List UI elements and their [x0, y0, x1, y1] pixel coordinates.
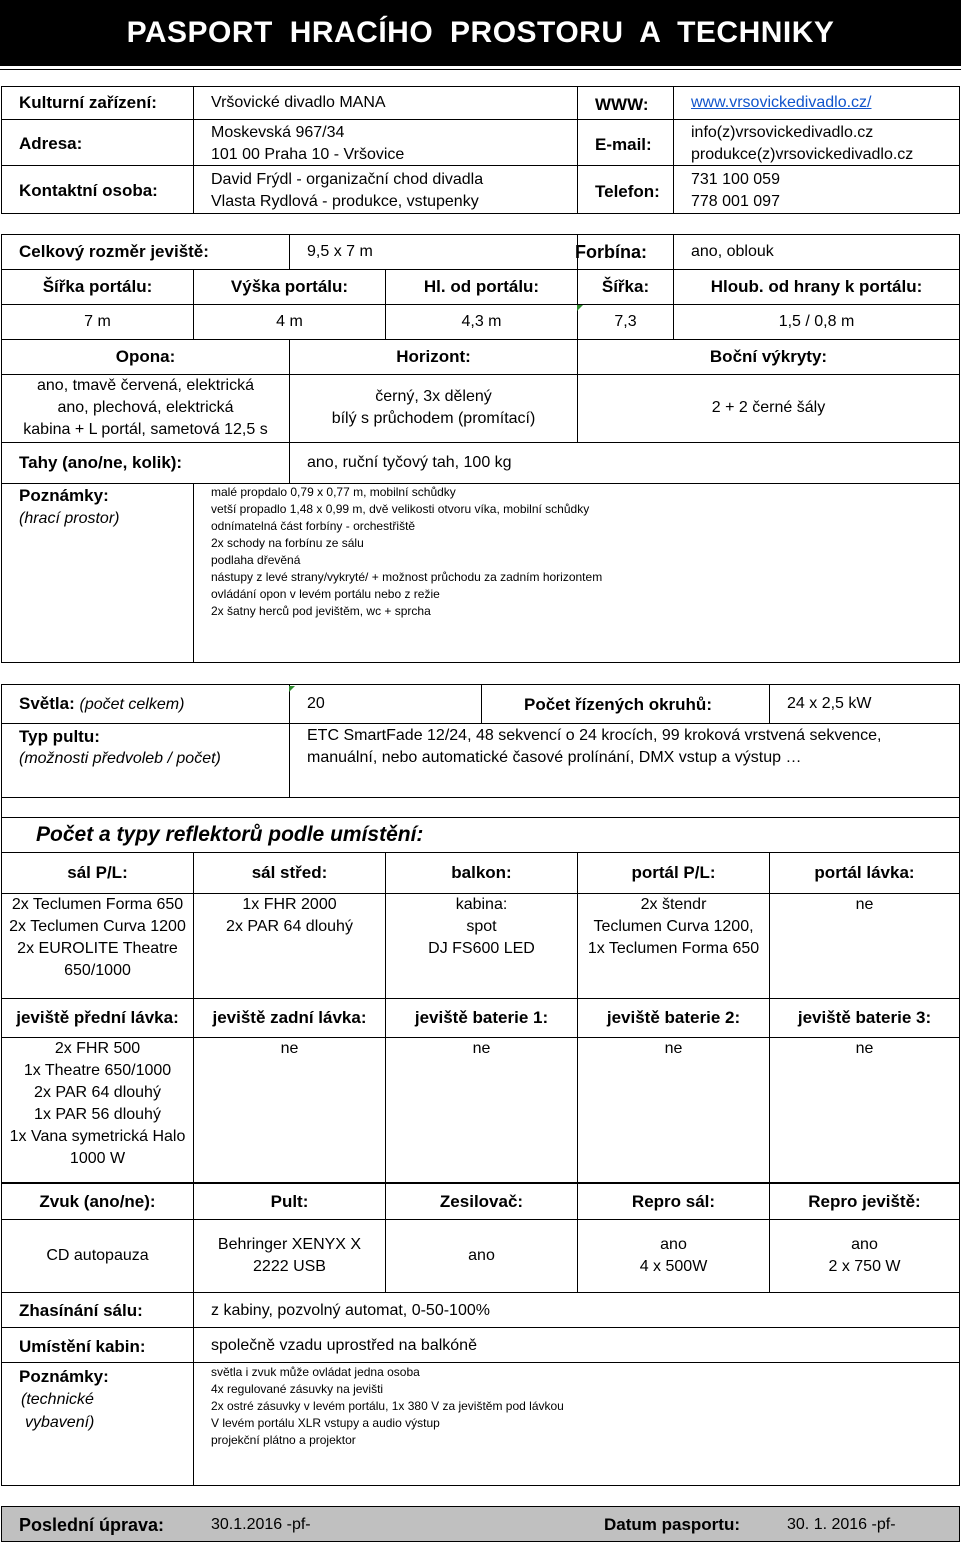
note-line: vetší propadlo 1,48 x 0,99 m, dvě velikosti otvoru víka, mobilní schůdky — [211, 502, 590, 516]
sound-line: Behringer XENYX X — [217, 1236, 362, 1253]
phone-label: Telefon: — [595, 182, 660, 201]
divider — [673, 87, 674, 213]
sound-line: CD autopauza — [46, 1247, 149, 1264]
stage-notes-label: Poznámky: — [19, 486, 109, 505]
address-label: Adresa: — [19, 134, 83, 153]
stage-battery-2-value — [578, 1038, 769, 1060]
fixture-line: spot — [466, 918, 497, 935]
portal-depth-header: Hl. od portálu: — [423, 276, 540, 296]
lights-count-label-text: Světla: — [19, 694, 75, 713]
divider — [193, 1292, 194, 1485]
stage-speakers-header: Repro jeviště: — [808, 1191, 921, 1211]
fixture-line: 2x Teclumen Forma 650 — [11, 896, 184, 913]
lights-count-sub: (počet celkem) — [79, 696, 185, 713]
note-line: 2x ostré zásuvky v levém portálu, 1x 380 V za jevištěm pod lávkou — [211, 1399, 564, 1413]
stage-battery-3-value — [770, 1038, 959, 1060]
width-header: Šířka: — [601, 276, 650, 296]
fixture-line: ne — [472, 1040, 491, 1057]
portal-lr-header: portál P/L: — [631, 863, 716, 882]
note-line: 4x regulované zásuvky na jevišti — [211, 1382, 384, 1396]
curtain-value — [2, 374, 289, 442]
fixture-line: 2x štendr — [640, 896, 707, 913]
dimming-value: z kabiny, pozvolný automat, 0-50-100% — [211, 1302, 490, 1319]
address-line-1: Moskevská 967/34 — [211, 124, 345, 141]
lights-count-label — [19, 693, 184, 716]
amplifier-value — [386, 1220, 577, 1292]
date-value: 30. 1. 2016 -pf- — [787, 1516, 896, 1533]
curtain-header: Opona: — [115, 346, 176, 366]
hall-speakers-value — [578, 1220, 769, 1292]
lights-sound-section — [1, 684, 960, 1486]
stage-back-bridge-header: jeviště zadní lávka: — [212, 1008, 367, 1027]
sound-line: 2222 USB — [253, 1258, 326, 1275]
horizon-value — [290, 374, 577, 442]
divider — [2, 797, 959, 798]
side-masking-header: Boční výkryty: — [709, 346, 828, 366]
stage-back-bridge-value — [194, 1038, 385, 1060]
www-label: WWW: — [595, 95, 649, 114]
tech-notes-label: Poznámky: — [19, 1367, 109, 1386]
fixture-line: 2x Teclumen Curva 1200 — [9, 918, 186, 935]
balcony-value — [386, 894, 577, 960]
portal-lr-value — [578, 894, 769, 960]
sound-value — [2, 1220, 193, 1292]
hall-lr-header: sál P/L: — [67, 863, 128, 882]
stage-battery-3-header: jeviště baterie 3: — [797, 1008, 932, 1027]
portal-bridge-header: portál lávka: — [814, 863, 915, 882]
stage-battery-1-value — [386, 1038, 577, 1060]
note-line: nástupy z levé strany/vykryté/ + možnost průchodu za zadním horizontem — [211, 570, 603, 584]
email-label: E-mail: — [595, 135, 652, 154]
stage-size-value: 9,5 x 7 m — [307, 243, 373, 260]
note-line: světla i zvuk může ovládat jedna osoba — [211, 1365, 420, 1379]
stage-section — [1, 234, 960, 663]
circuits-label: Počet řízených okruhů: — [524, 695, 712, 714]
divider — [289, 235, 290, 269]
balcony-header: balkon: — [451, 863, 512, 882]
portal-bridge-value — [770, 894, 959, 916]
fixture-line: 1x FHR 2000 — [242, 896, 337, 913]
curtain-line: ano, tmavě červená, elektrická — [37, 377, 254, 394]
stage-notes-sub: (hrací prostor) — [19, 510, 120, 527]
note-line: odnímatelná část forbíny - orchestřiště — [211, 519, 416, 533]
edge-depth-value: 1,5 / 0,8 m — [778, 312, 855, 330]
fixture-line: DJ FS600 LED — [428, 940, 535, 957]
portal-width-value: 7 m — [84, 312, 111, 330]
horizon-line: černý, 3x dělený — [375, 388, 492, 405]
note-line: 2x šatny herců pod jevištěm, wc + sprcha — [211, 604, 431, 618]
portal-depth-value: 4,3 m — [461, 312, 502, 330]
footer-bar — [1, 1506, 960, 1542]
sound-line: ano — [851, 1236, 878, 1253]
fixture-line: 2x EUROLITE Theatre — [17, 940, 178, 957]
divider — [577, 87, 578, 213]
contact-person-1: David Frýdl - organizační chod divadla — [211, 171, 484, 188]
desk-value-2: manuální, nebo automatické časové prolínání, DMX vstup a výstup … — [307, 749, 802, 766]
sound-line: ano — [468, 1247, 495, 1264]
hall-center-value — [194, 894, 385, 938]
fixture-line: 2x PAR 64 dlouhý — [226, 918, 353, 935]
desk-value-1: ETC SmartFade 12/24, 48 sekvencí o 24 krocích, 99 kroková vrstvená sekvence, — [307, 727, 882, 744]
contact-person-2: Vlasta Rydlová - produkce, vstupenky — [211, 193, 479, 210]
hall-lr-value — [2, 894, 193, 982]
divider — [2, 119, 959, 120]
desk-label: Typ pultu: — [19, 727, 100, 746]
phone-2: 778 001 097 — [691, 193, 780, 210]
portal-height-value: 4 m — [276, 312, 303, 330]
date-label: Datum pasportu: — [604, 1515, 740, 1534]
sound-line: 2 x 750 W — [828, 1258, 901, 1275]
circuits-value: 24 x 2,5 kW — [787, 695, 872, 712]
contact-person-label: Kontaktní osoba: — [19, 181, 158, 200]
divider — [193, 483, 194, 662]
width-value: 7,3 — [614, 312, 637, 330]
divider — [2, 442, 959, 443]
amplifier-header: Zesilovač: — [439, 1191, 524, 1211]
comment-marker — [289, 686, 295, 692]
divider — [289, 685, 290, 797]
divider — [2, 1292, 959, 1293]
stage-front-bridge-header: jeviště přední lávka: — [16, 1008, 179, 1027]
facility-value: Vršovické divadlo MANA — [211, 94, 386, 111]
fixture-line: Teclumen Curva 1200, — [593, 918, 754, 935]
sound-line: ano — [660, 1236, 687, 1253]
divider — [769, 685, 770, 723]
fixture-line: 2x FHR 500 — [54, 1040, 141, 1057]
facility-label: Kulturní zařízení: — [19, 93, 157, 112]
contact-section — [1, 86, 960, 214]
email-2: produkce(z)vrsovickedivadlo.cz — [691, 146, 914, 163]
fixture-line: ne — [855, 896, 874, 913]
divider — [2, 1362, 959, 1363]
forbina-label: Forbína: — [575, 242, 647, 262]
note-line: 2x schody na forbínu ze sálu — [211, 536, 364, 550]
curtain-line: kabina + L portál, sametová 12,5 s — [23, 421, 268, 438]
stage-front-bridge-value — [2, 1038, 193, 1170]
dimming-label: Zhasínání sálu: — [19, 1301, 143, 1320]
title-underline — [0, 66, 961, 70]
last-edit-label: Poslední úprava: — [19, 1515, 165, 1535]
tech-notes-list — [211, 1364, 564, 1449]
flies-label: Tahy (ano/ne, kolik): — [19, 453, 183, 472]
tech-notes-sub-2: vybavení) — [25, 1414, 95, 1431]
hall-center-header: sál střed: — [251, 863, 328, 882]
tech-notes-sub-1: (technické — [21, 1391, 94, 1408]
mixer-header: Pult: — [270, 1191, 309, 1211]
flies-value: ano, ruční tyčový tah, 100 kg — [307, 454, 512, 471]
divider — [673, 235, 674, 269]
divider — [193, 87, 194, 213]
fixture-line: 2x PAR 64 dlouhý — [34, 1084, 161, 1101]
curtain-line: ano, plechová, elektrická — [57, 399, 234, 416]
fixture-line: 1x Theatre 650/1000 — [23, 1062, 172, 1079]
stage-notes-list — [211, 484, 602, 620]
divider — [481, 685, 482, 723]
horizon-header: Horizont: — [396, 346, 471, 366]
fixture-line: ne — [280, 1040, 299, 1057]
stage-size-label: Celkový rozměr jeviště: — [19, 242, 209, 261]
portal-height-header: Výška portálu: — [230, 276, 349, 296]
phone-1: 731 100 059 — [691, 171, 780, 188]
divider — [2, 817, 959, 818]
stage-battery-2-header: jeviště baterie 2: — [606, 1008, 741, 1027]
divider — [2, 1327, 959, 1328]
booth-value: společně vzadu uprostřed na balkóně — [211, 1337, 477, 1354]
fixture-line: 650/1000 — [64, 962, 131, 979]
portal-width-header: Šířka portálu: — [42, 276, 153, 296]
lights-count-value: 20 — [307, 695, 325, 712]
last-edit-value: 30.1.2016 -pf- — [211, 1516, 311, 1533]
note-line: ovládání opon v levém portálu nebo z režie — [211, 587, 440, 601]
hall-speakers-header: Repro sál: — [631, 1191, 716, 1211]
stage-battery-1-header: jeviště baterie 1: — [414, 1008, 549, 1027]
side-masking-value: 2 + 2 černé šály — [711, 399, 826, 416]
fixture-line: kabina: — [455, 896, 508, 913]
fixture-line: 1x Vana symetrická Halo — [9, 1128, 186, 1145]
forbina-value: ano, oblouk — [691, 243, 774, 260]
fixture-line: ne — [664, 1040, 683, 1057]
email-1: info(z)vrsovickedivadlo.cz — [691, 124, 874, 141]
fixture-line: 1000 W — [69, 1150, 126, 1167]
mixer-value — [194, 1220, 385, 1292]
fixture-line: 1x Teclumen Forma 650 — [587, 940, 760, 957]
note-line: projekční plátno a projektor — [211, 1433, 356, 1447]
desk-sub: (možnosti předvoleb / počet) — [19, 750, 221, 767]
booth-label: Umístění kabin: — [19, 1337, 146, 1356]
edge-depth-header: Hloub. od hrany k portálu: — [710, 276, 923, 296]
horizon-line: bílý s průchodem (promítací) — [331, 410, 536, 427]
sound-header: Zvuk (ano/ne): — [39, 1191, 156, 1211]
note-line: V levém portálu XLR vstupy a audio výstup — [211, 1416, 440, 1430]
reflectors-title: Počet a typy reflektorů podle umístění: — [36, 823, 424, 846]
sound-line: 4 x 500W — [639, 1258, 708, 1275]
page-title: PASPORT HRACÍHO PROSTORU A TECHNIKY — [0, 0, 961, 66]
stage-speakers-value — [770, 1220, 959, 1292]
address-line-2: 101 00 Praha 10 - Vršovice — [211, 146, 405, 163]
divider — [2, 723, 959, 724]
fixture-line: ne — [855, 1040, 874, 1057]
fixture-line: 1x PAR 56 dlouhý — [34, 1106, 161, 1123]
www-link[interactable]: www.vrsovickedivadlo.cz/ — [691, 94, 872, 111]
note-line: podlaha dřevěná — [211, 553, 301, 567]
note-line: malé propdalo 0,79 x 0,77 m, mobilní schůdky — [211, 485, 456, 499]
